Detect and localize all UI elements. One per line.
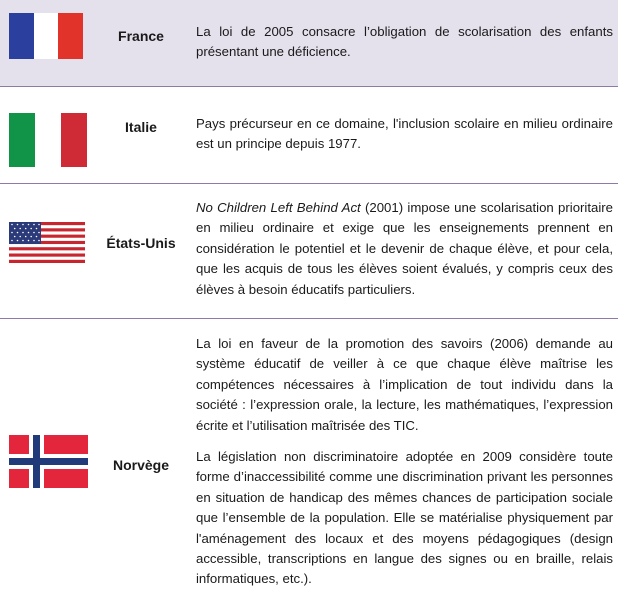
description-text bbox=[196, 114, 613, 155]
flag-norway-icon bbox=[9, 435, 88, 488]
flag-cell bbox=[0, 87, 96, 183]
description-text bbox=[196, 198, 613, 300]
paragraph: La loi en faveur de la promotion des savoirs (2006) demande au système éducatif de veiller à ce que chaque élève maîtrise les compétences nécessaires à l’implication de tout individu dans la société : l’expression orale, la lecture, les mathématiques, l’expression écrite et l’utilisation maîtrisée des TIC. bbox=[196, 336, 613, 433]
description-text bbox=[196, 334, 613, 590]
paragraph: La loi de 2005 consacre l’obligation de scolarisation des enfants présentant une déficience. bbox=[196, 24, 613, 60]
country-name: France bbox=[118, 28, 164, 44]
table-row-usa bbox=[0, 184, 618, 319]
flag-italy-icon bbox=[9, 113, 87, 167]
flag-cell bbox=[0, 319, 96, 609]
paragraph: Pays précurseur en ce domaine, l'inclusion scolaire en milieu ordinaire est un principe depuis 1977. bbox=[196, 116, 613, 152]
table-row-france bbox=[0, 0, 618, 87]
description-text bbox=[196, 22, 613, 63]
paragraph bbox=[196, 198, 613, 300]
country-name: États-Unis bbox=[106, 235, 176, 251]
paragraph: La législation non discriminatoire adoptée en 2009 considère toute forme d’inaccessibilité comme une discrimination privant les personnes en situation de handicap des mêmes chances de participation sociale que l’ensemble de la population. Elle se matérialise physiquement par l'aménagement des locaux et des moyens pédagogiques (design accessible, transcriptions en langue des signes ou en braille, relais informatiques, etc.). bbox=[196, 449, 613, 587]
flag-usa-icon bbox=[9, 222, 85, 263]
law-title: No Children Left Behind Act bbox=[196, 200, 361, 215]
flag-cell bbox=[0, 184, 96, 318]
country-name: Italie bbox=[125, 119, 157, 135]
flag-cell bbox=[0, 0, 96, 86]
table-row-norway bbox=[0, 319, 618, 609]
country-name: Norvège bbox=[112, 457, 170, 473]
flag-france-icon bbox=[9, 13, 83, 59]
paragraph-body: (2001) impose une scolarisation prioritaire en milieu ordinaire et exige que les enseignements prennent en considération le potentiel et le devenir de chaque élève, et pour cela, que les acquis de tous les élèves soient évalués, y compris ceux des élèves à besoin éducatifs particuliers. bbox=[196, 200, 614, 297]
table-row-italy bbox=[0, 87, 618, 184]
